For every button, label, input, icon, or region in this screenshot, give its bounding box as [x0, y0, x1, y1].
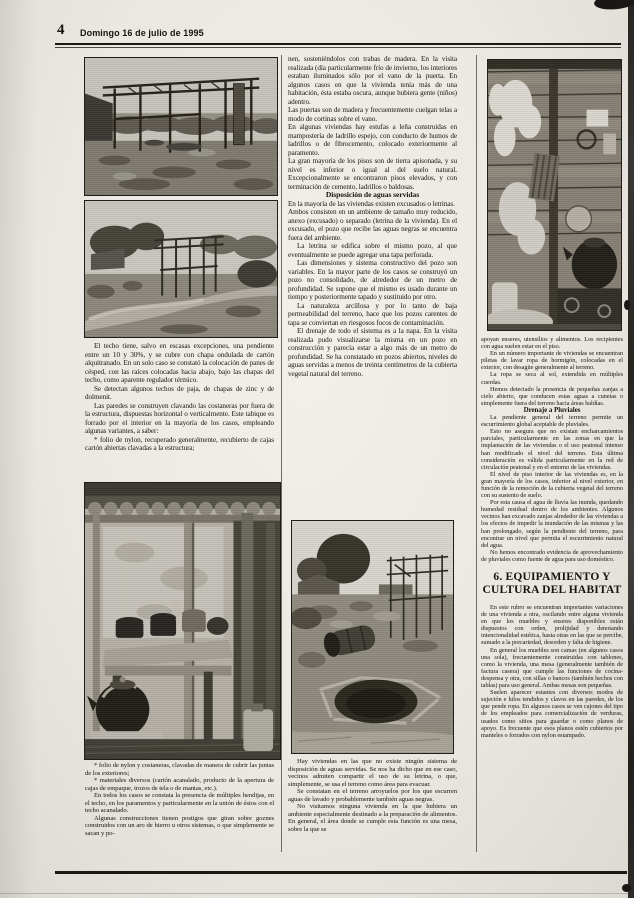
chapter-heading-equipamiento: [481, 571, 623, 597]
paragraph: apoyan enseres, utensilios y alimentos. Los recipientes con agua suelen estar en el piso.: [481, 336, 623, 351]
paragraph: Suelen aparecer estantes con diversos modos de sujeción e hilos tendidos y clavos en las paredes, de los que pende ropa. En algunos casos se ven cajones del tipo de los empleados para comercialización de verduras, usados como sitios para guardar o como planos de apoyo. Es frecuente que esos planos estén cubiertos por manteles o forrados con nylon estampado.: [481, 689, 623, 739]
header-rule-thick: [55, 43, 621, 45]
left-column-text-top: [85, 342, 274, 481]
scan-shadow-left: [0, 0, 36, 898]
paragraph: En un número importante de viviendas se encuentran piletas de lavar ropa de hormigón, colocadas en el exterior, con desagüe generalmente al terreno.: [481, 350, 623, 372]
photo-interior-wall-kettle: [487, 59, 622, 331]
photo-art: [292, 521, 453, 753]
paragraph: No hemos encontrado evidencia de aprovechamiento de pluviales como fuente de agua para uso doméstico.: [481, 548, 623, 563]
page-number: 4: [57, 22, 65, 38]
paragraph: En este rubro se encuentran importantes variaciones de una vivienda a otra, oscilando entre alguna vivienda en que los muebles y enseres disponibles están dispuestos con orden, prolijidad y denotando intencionalidad estética, hasta otras en las que se percibe, sumado a la precariedad, desorden y falta de higiene.: [481, 604, 623, 647]
middle-column-text-top: [288, 55, 457, 517]
header-rule-thin: [55, 47, 621, 48]
paragraph: Las paredes se construyen clavando las costaneras por fuera de la estructura, dispuestas horizontal o verticalmente. Este tabique es forrado por el interior en la mayoría de los casos, empleando algunas variantes, a saber:: [85, 401, 274, 435]
paragraph: La ropa se seca al sol, extendida en múltiples cuerdas.: [481, 371, 623, 386]
paragraph: Ambos consisten en un ambiente de tamaño muy reducido, anexo (excusado) o separado (letrina de la vivienda). En el excusado, el pozo que recibe las aguas negras se encuentra fuera del ambiente.: [288, 208, 457, 242]
paragraph: El drenaje de todo el sistema es a la napa. En la visita realizada pudo visualizarse la misma en un pozo en construcción y parecía estar a algo más de un metro de profundidad. Se ha constatado en pozos abiertos, niveles de aguas servidas a menos de treinta centímetros de la cubierta vegetal natural del terreno.: [288, 327, 457, 378]
paragraph: Algunas construcciones tienen postigos que giran sobre goznes construidos con un aro de hierro u otros sistemas, o que simplemente se sacan y po-: [85, 814, 274, 837]
paragraph: No visitamos ninguna vivienda en la que hubiera un ambiente especialmente destinado a la preparación de alimentos. En general, el área donde se cumple esta función es una mesa, sobre la que se: [288, 803, 457, 833]
photo-art: [488, 60, 621, 330]
paragraph: El nivel de piso interior de las viviendas es, en la gran mayoría de los casos, inferior al nivel exterior, en función de la remoción de la cubierta vegetal del terreno con su sustento de suelo.: [481, 470, 623, 500]
photo-yard-pit-barrel: [291, 520, 454, 754]
chapter-heading-line2: CULTURA DEL HABITAT: [482, 584, 622, 596]
section-heading-drenaje-pluviales: Drenaje a Pluviales: [523, 405, 581, 414]
paragraph: En general los muebles son camas (en algunos casos una sola), frecuentemente construidas con tablones, como la vivienda, una mesa (generalmente también de factura casera) que cumple las funciones de cocina-despensa y otra, con sillas o bancos (también hechos con tablas) para uso general. Ambas mesas son pequeñas.: [481, 646, 623, 690]
middle-column-text-bottom: [288, 758, 457, 853]
scan-mark-right-edge: [624, 300, 630, 310]
scan-edge-band: [628, 0, 634, 898]
paragraph: El techo tiene, salvo en escasas excepciones, una pendiente entre un 10 y 30%, y se cubre con chapa ondulada de cartón alquitranado. En un solo caso se constató la colocación de panes de césped, con las raíces colocadas hacia abajo, bajo las chapas del techo, como aparente regulador térmico.: [85, 342, 274, 384]
bullet-item: * folio de nylon y costaneras, clavadas de manera de cubrir las juntas de los exteriores;: [85, 762, 274, 777]
paragraph: La letrina se edifica sobre el mismo pozo, al que eventualmente se puede agregar una tapa perforada.: [288, 242, 457, 259]
scan-mark-bottom-right: [622, 884, 631, 892]
column-divider-right: [476, 55, 477, 852]
photo-art: [85, 58, 277, 195]
photo-art: [85, 483, 280, 759]
bullet-item: * folio de nylon, recuperado generalmente, recubierto de cajas cartón abiertas clavadas a la estructura;: [85, 435, 274, 452]
paragraph: Hay viviendas en las que no existe ningún sistema de disposición de aguas servidas. Se nos ha dicho que en ese caso, vecinos admiten compartir el uso de su letrina, o que, simplemente, se usa el terreno como área para evacuar.: [288, 758, 457, 788]
photo-interior-table-pots: [84, 482, 281, 760]
issue-date: Domingo 16 de julio de 1995: [80, 28, 204, 38]
photo-frame-structure-1: [84, 57, 278, 196]
footer-rule: [55, 871, 627, 874]
section-heading-aguas-servidas: Disposición de aguas servidas: [325, 190, 420, 199]
paragraph: Hemos detectado la presencia de pequeñas zanjas a cielo abierto, que conducen estas aguas a cunetas o simplemente fuera del terreno hacia áreas baldías.: [481, 385, 623, 407]
paragraph: Se constatan en el terreno arroyuelos por los que escurren aguas de lavado y probablemente también aguas negras.: [288, 788, 457, 803]
paragraph: Las dimensiones y sistema constructivo del pozo son variables. En la mayor parte de los casos se construyó un pozo no consolidado, de alrededor de un metro de profundidad. Se supone que el mismo es usado durante un tiempo y posteriormente tapado y sustituido por otro.: [288, 259, 457, 301]
paragraph: Se detectan algunos techos de paja, de chapas de zinc y de dolmenit.: [85, 384, 274, 401]
photo-art: [85, 201, 277, 337]
paragraph: La gran mayoría de los pisos son de tierra apisonada, y su nivel es inferior o igual al del suelo natural. Excepcionalmente se encontraron pisos elevados, y con terminación de cemento, ladrillos o baldosas.: [288, 157, 457, 191]
paragraph: Las puertas son de madera y frecuentemente cuelgan telas a modo de cortinas sobre el vano.: [288, 106, 457, 123]
paragraph: En algunas viviendas hay estufas a leña construidas en mampostería de ladrillo espejo, con conducto de humos de ladrillos o de fibrocemento, colocado exteriormente al paramento.: [288, 123, 457, 157]
paragraph: Por esta causa el agua de lluvia las inunda, quedando humedad residual dentro de los ambientes. Algunos vecinos han excavado zanjas alrededor de las viviendas a los efectos de impedir la inundación de las mismas y las han prolongado, según la pendiente del terreno, para encontrar un nivel que permita el escurrimiento natural del agua.: [481, 499, 623, 549]
chapter-heading-line1: 6. EQUIPAMIENTO Y: [493, 571, 611, 583]
bullet-item: * materiales diversos (cartón acanalado, producto de la apertura de cajas de empaque, trozos de tela o de mantas, etc.).: [85, 777, 274, 792]
photo-frame-structure-2: [84, 200, 278, 338]
column-divider-left: [281, 55, 282, 852]
paragraph: La pendiente general del terreno permite un escurrimiento global aceptable de pluviales.: [481, 414, 623, 429]
paragraph: La naturaleza arcillosa y por lo tanto de baja permeabilidad del terreno, hace que los pozos carentes de tapa se conviertan en riesgosos focos de contaminación.: [288, 301, 457, 327]
right-column-text: [481, 336, 623, 853]
paragraph: Esto no asegura que no existan encharcamientos parciales, particularmente en las zonas en que la implantación de las viviendas o el uso peatonal intenso han modificado el nivel del terreno. Esta última consideración es válida particularmente en la red de circulación peatonal y en el entorno de las viviendas.: [481, 428, 623, 471]
left-column-text-bottom: [85, 762, 274, 853]
scan-bottom-line: [0, 893, 634, 894]
paragraph: En la mayoría de las viviendas existen excusados o letrinas.: [288, 199, 455, 208]
paragraph: nen, sosteniéndolos con trabas de madera. En la visita realizada (día particularmente frío de invierno, los interiores estaban iluminados sólo por el vano de la puerta. En algunos casos en que la vivienda tenía más de una habitación, ésta estaba oscura, aunque hubiera gente (niños) adentro.: [288, 55, 457, 106]
paragraph: En todos los casos se constata la presencia de múltiples hendijas, en el techo, en los paramentos y particularmente en la unión de éstos con el techo acanalado.: [85, 792, 274, 814]
